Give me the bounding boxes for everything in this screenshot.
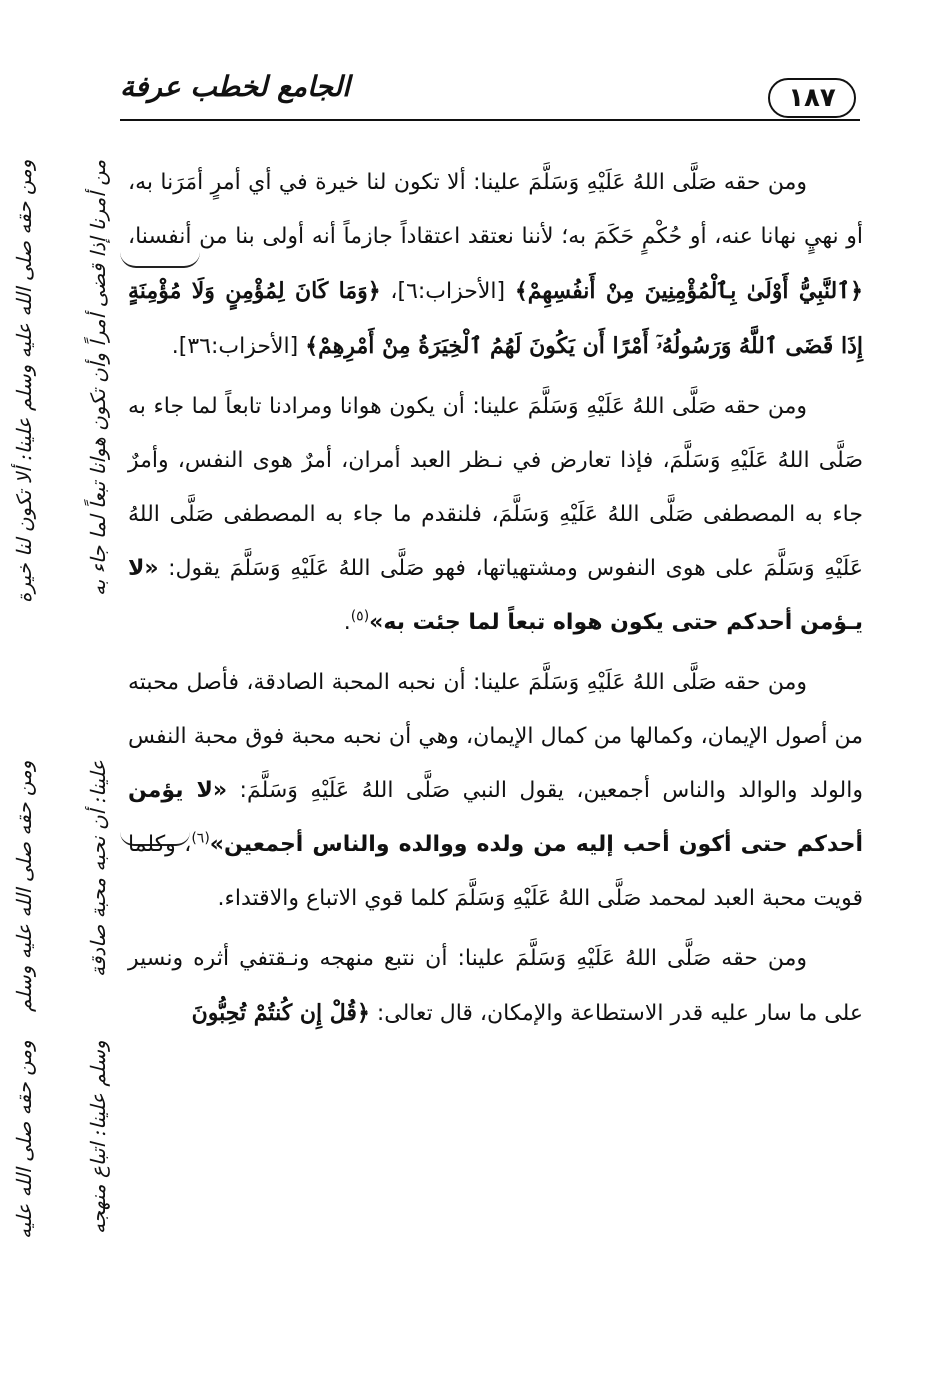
margin-note-top: [14, 160, 108, 720]
quran-verse: ﴿وَمَا كَانَ لِمُؤْمِنٍ وَلَا مُؤْمِنَةٍ إِذَا قَضَى ٱللَّهُ وَرَسُولُهُۥٓ أَمْرًا أَن يَكُونَ لَهُمُ ٱلْخِيَرَةُ مِنْ أَمْرِهِمْ﴾: [128, 278, 863, 359]
text-run: ومن حقه صَلَّى اللهُ عَلَيْهِ وَسَلَّمَ علينا: أن يكون هوانا ومرادنا تابعاً لما جاء به صَلَّى اللهُ عَلَيْهِ وَسَلَّمَ، فإذا تعارض في نـظر العبد أمران، أمرٌ هوى النفس، وأمرٌ جاء به المصطفى صَلَّى اللهُ عَلَيْهِ وَسَلَّمَ، فلنقدم ما جاء به المصطفى صَلَّى اللهُ عَلَيْهِ وَسَلَّمَ على هوى النفوس ومشتهياتها، فهو صَلَّى اللهُ عَلَيْهِ وَسَلَّمَ يقول:: [128, 394, 863, 581]
text-run: ومن حقه صَلَّى اللهُ عَلَيْهِ وَسَلَّمَ علينا: ألا تكون لنا خيرة في أي أمرٍ أمَرَنا به، أو نهيٍ نهانا عنه، أو حُكْمٍ حَكَمَ به؛ لأننا نعتقد اعتقاداً جازماً أنه أولى بنا من أنفسنا،: [128, 170, 863, 249]
hadith-quote: «لا يـؤمن أحدكم حتى يكون هواه تبعاً لما جئت به»: [128, 556, 863, 635]
text-run: ومن حقه صَلَّى اللهُ عَلَيْهِ وَسَلَّمَ علينا: أن نحبه المحبة الصادقة، فأصل محبته من أصول الإيمان، وكمالها من كمال الإيمان، وهي أن نحبه محبة فوق محبة النفس والولد والوالد والناس أجمعين، يقول النبي صَلَّى اللهُ عَلَيْهِ وَسَلَّمَ:: [128, 670, 863, 803]
text-run: ، وكلما قويت محبة العبد لمحمد صَلَّى اللهُ عَلَيْهِ وَسَلَّمَ كلما قوي الاتباع والاقتداء.: [128, 832, 863, 911]
paragraph: [128, 156, 863, 374]
footnote-marker[interactable]: (٥): [350, 608, 370, 625]
text-run: .: [343, 610, 351, 635]
margin-note-line: ومن حقه صلى الله عليه وسلم: [12, 760, 36, 1012]
margin-note-line: ومن حقه صلى الله عليه: [12, 1040, 36, 1239]
running-title: الجامع لخطب عرفة: [120, 70, 350, 103]
footnote-marker[interactable]: (٦): [191, 830, 210, 847]
verse-reference: [الأحزاب:٣٦].: [171, 334, 306, 359]
quran-verse: ﴿قُلْ إِن كُنتُمْ تُحِبُّونَ: [191, 1000, 370, 1026]
quran-verse: ﴿ٱلنَّبِيُّ أَوْلَىٰ بِٱلْمُؤْمِنِينَ مِنْ أَنفُسِهِمْ﴾: [514, 278, 863, 304]
verse-reference: [الأحزاب:٦]،: [380, 279, 515, 304]
hadith-quote: «لا يؤمن أحدكم حتى أكون أحب إليه من ولده ووالده والناس أجمعين»: [128, 778, 863, 857]
header-rule: [120, 119, 860, 121]
paragraph: [128, 380, 863, 650]
paragraph: [128, 932, 863, 1041]
margin-note-bottom: [14, 1040, 108, 1300]
paragraph: [128, 656, 863, 926]
text-run: ومن حقه صَلَّى اللهُ عَلَيْهِ وَسَلَّمَ علينا: أن نتبع منهجه ونـقتفي أثره ونسير على ما سار عليه قدر الاستطاعة والإمكان، قال تعالى:: [128, 946, 863, 1026]
margin-note-line: ومن حقه صلى الله عليه وسلم علينا: ألا تكون لنا خيرة: [12, 160, 36, 604]
page-number: ١٨٧: [768, 78, 856, 118]
margin-note-middle: [14, 760, 108, 1030]
margin-note-line: وسلم علينا: اتباع منهجه: [86, 1040, 110, 1234]
body-text: [128, 156, 863, 1047]
margin-note-line: من أمرنا إذا قضى أمراً وأن تكون هوانا تبعاً لما جاء به: [86, 160, 110, 597]
margin-note-line: علينا: أن نحبه محبة صادقة: [86, 760, 110, 978]
